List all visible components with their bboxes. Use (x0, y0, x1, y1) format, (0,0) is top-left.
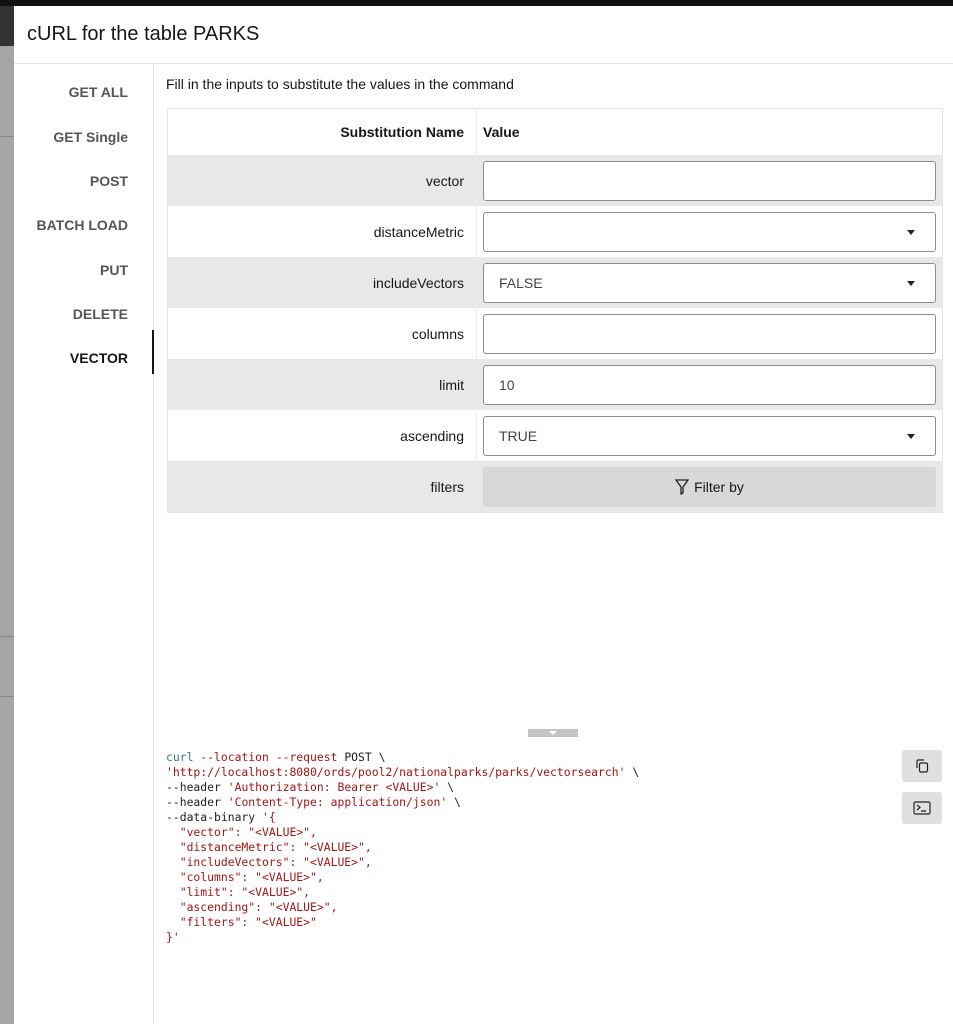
copy-icon (914, 758, 930, 774)
row-label: filters (168, 461, 477, 512)
tab-delete[interactable]: DELETE (72, 306, 128, 322)
code-token: --header (166, 795, 228, 809)
caret-down-icon (907, 434, 915, 439)
active-tab-indicator (152, 330, 154, 374)
tab-get-all[interactable]: GET ALL (68, 84, 128, 100)
select-value: TRUE (499, 427, 538, 444)
code-body: "vector": "<VALUE>", "distanceMetric": "<VALUE>", "includeVectors": "<VALUE>", "columns": "<VALUE>", "limit": "<VALUE>", "ascending": "<VALUE>", "filters": "<VALUE>" }' (166, 825, 372, 944)
caret-down-icon (907, 230, 915, 235)
tab-get-single[interactable]: GET Single (53, 129, 128, 145)
tab-post[interactable]: POST (89, 173, 128, 189)
row-label: distanceMetric (168, 206, 477, 257)
table-row (168, 206, 942, 257)
code-token: 'Authorization: Bearer <VALUE>' (227, 780, 441, 794)
terminal-icon (913, 800, 931, 816)
row-label: columns (168, 308, 477, 359)
ascending-select[interactable] (483, 416, 936, 456)
distance-metric-select[interactable] (483, 212, 936, 252)
filter-by-label: Filter by (694, 478, 744, 495)
resize-handle[interactable] (528, 729, 578, 737)
table-row (168, 410, 942, 461)
tab-put[interactable]: PUT (100, 262, 128, 278)
tab-batch-load[interactable]: BATCH LOAD (36, 217, 128, 233)
dialog-title: cURL for the table PARKS (27, 23, 260, 45)
header-substitution-name: Substitution Name (168, 109, 477, 155)
code-token: --data-binary (166, 810, 263, 824)
table-row (168, 308, 942, 359)
limit-input[interactable]: 10 (483, 365, 936, 405)
vector-input[interactable] (483, 161, 936, 201)
row-label: includeVectors (168, 257, 477, 308)
row-label: limit (168, 359, 477, 410)
copy-button[interactable] (902, 750, 942, 782)
code-token: POST \ (344, 750, 386, 764)
substitution-table (167, 108, 943, 513)
code-token: \ (447, 795, 461, 809)
header-value: Value (483, 124, 520, 140)
divider (0, 696, 14, 697)
divider (0, 136, 14, 137)
filter-icon (675, 479, 689, 495)
table-row (168, 155, 942, 206)
table-header (168, 109, 942, 155)
code-token: curl (166, 750, 194, 764)
caret-down-icon (907, 281, 915, 286)
columns-input[interactable] (483, 314, 936, 354)
code-token: --location --request (193, 750, 345, 764)
tab-vector[interactable]: VECTOR (69, 350, 128, 366)
divider (0, 636, 14, 637)
divider (14, 63, 953, 64)
background-page (0, 6, 14, 1024)
code-token: '{ (262, 810, 276, 824)
background-header (0, 6, 14, 46)
code-url: 'http://localhost:8080/ords/pool2/nationalparks/parks/vectorsearch' (166, 765, 626, 779)
row-label: vector (168, 155, 477, 206)
filter-by-button[interactable] (483, 467, 936, 507)
curl-command (166, 750, 639, 945)
instructions: Fill in the inputs to substitute the values in the command (166, 76, 514, 92)
table-row (168, 359, 942, 410)
code-token: \ (625, 765, 640, 779)
select-value: FALSE (499, 274, 543, 291)
code-token: \ (440, 780, 455, 794)
code-token: 'Content-Type: application/json' (227, 795, 448, 809)
table-row (168, 461, 942, 512)
include-vectors-select[interactable] (483, 263, 936, 303)
open-terminal-button[interactable] (902, 792, 942, 824)
method-tabs (14, 64, 154, 1024)
table-row (168, 257, 942, 308)
code-token: --header (166, 780, 228, 794)
curl-dialog (14, 6, 953, 1024)
row-label: ascending (168, 410, 477, 461)
